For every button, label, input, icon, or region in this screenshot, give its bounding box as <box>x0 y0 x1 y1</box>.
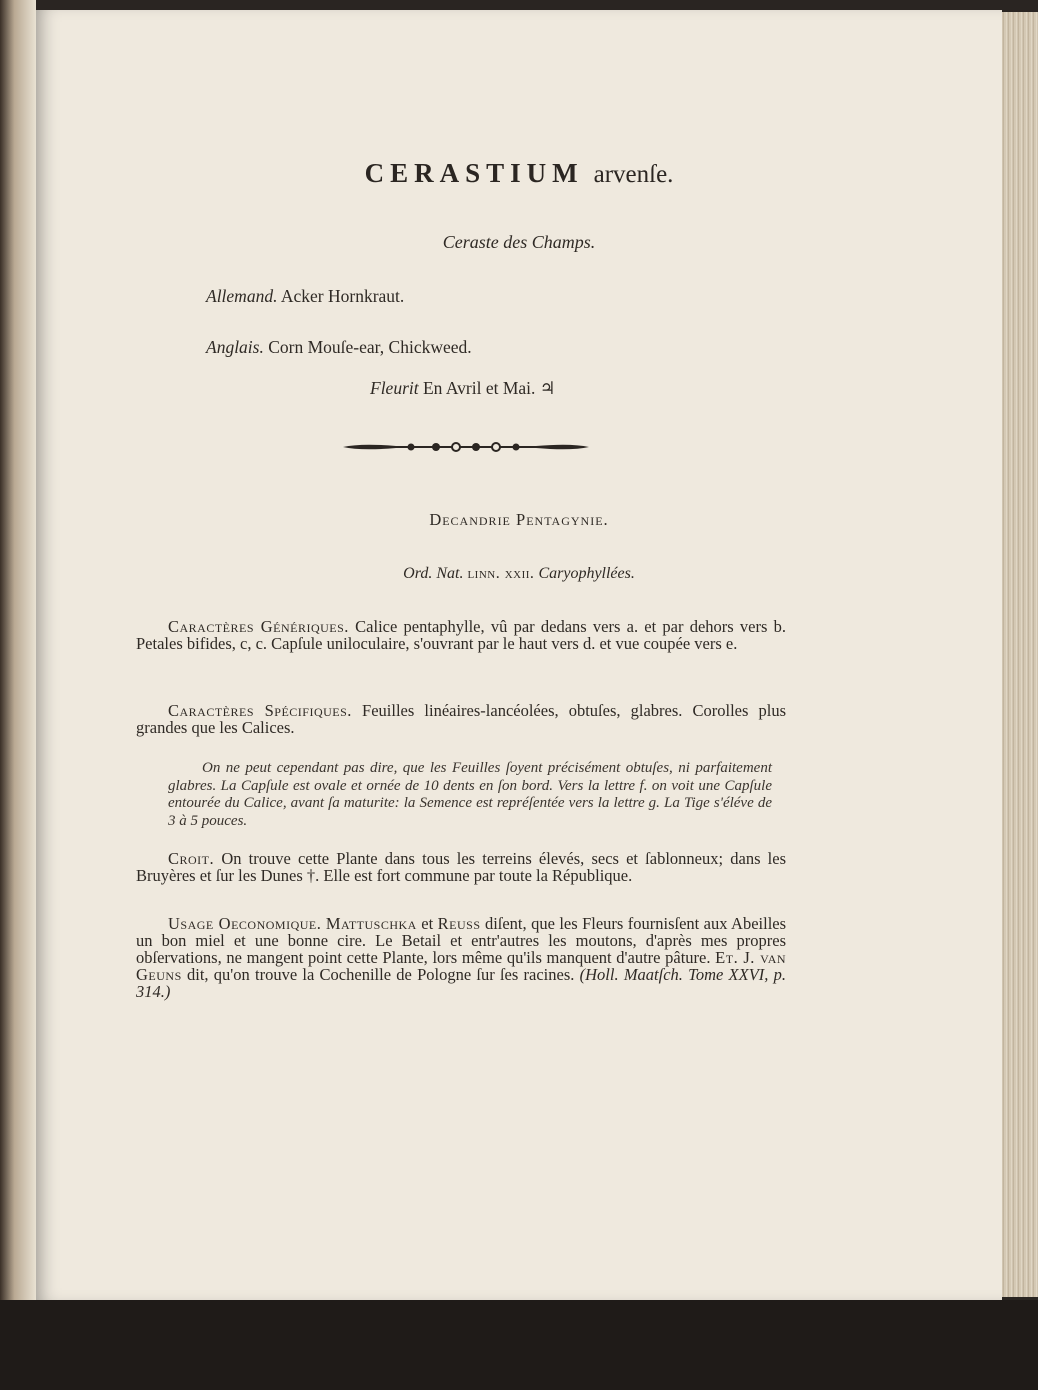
generic-label: Caractères Génériques. <box>168 617 349 636</box>
left-page-edge <box>0 0 36 1300</box>
english-name <box>206 337 472 358</box>
german-value: Acker Hornkraut. <box>280 286 405 306</box>
croit-label: Croit. <box>168 849 215 868</box>
english-value: Corn Mouſe-ear, Chickweed. <box>268 337 472 357</box>
croit-text: On trouve cette Plante dans tous les terreins élevés, secs et ſablonneux; dans les Bruyères et ſur les Dunes †. Elle est fort commune par toute la République. <box>136 849 786 885</box>
generic-text: Calice pentaphylle, vû par dedans vers a. et par dehors vers b. Petales bifides, c, c. Capſule uniloculaire, s'ouvrant par le haut vers d. et vue coupée vers e. <box>136 617 787 653</box>
economic-use-paragraph <box>136 915 786 1000</box>
species-title <box>36 158 1002 189</box>
flowering-text: En Avril et Mai. <box>422 378 536 398</box>
natural-order <box>36 565 1002 583</box>
generic-characters <box>136 618 786 652</box>
genus-name: CERASTIUM <box>364 158 584 188</box>
usage-et: et <box>421 914 434 933</box>
usage-author-2: Reuss <box>437 914 481 933</box>
order-linn: linn. xxii. <box>467 565 535 582</box>
usage-author-1: Mattuschka <box>325 914 417 933</box>
citation-author: Et. J. van Geuns <box>136 948 787 984</box>
book-page <box>36 10 1002 1300</box>
page-fore-edge <box>1000 12 1038 1297</box>
specific-note: On ne peut cependant pas dire, que les Feuilles ſoyent précisément obtuſes, ni parfaitement glabres. La Capſule est ovale et ornée de 10 dents en ſon bord. Vers la lettre f. on voit une Capſule entourée du Calice, avant ſa maturite: la Semence est repréſentée vers la lettre g. La Tige s'éléve de 3 à 5 pouces. <box>168 760 772 829</box>
species-epithet: arvenſe. <box>593 161 674 188</box>
german-name <box>206 286 404 307</box>
flowering-line <box>370 378 556 399</box>
specific-characters <box>136 702 786 736</box>
specific-text: Feuilles linéaires-lancéolées, obtuſes, glabres. Corolles plus grandes que les Calices. <box>136 701 787 737</box>
order-family: Caryophyllées. <box>538 565 635 582</box>
specific-label: Caractères Spécifiques. <box>168 701 352 720</box>
usage-label: Usage Oeconomique. <box>168 914 322 933</box>
ornament-divider <box>341 438 591 456</box>
journal-reference: (Holl. Maatſch. Tome XXVI, p. 314.) <box>136 965 787 1001</box>
usage-text: diſent, que les Fleurs fournisſent aux Abeilles un bon miel et une bonne cire. Le Betail et entr'autres les moutons, d'après mes propres obſervations, ne mangent point cette Plante, lors même qu'ils manquent d'autre pâture. <box>136 914 787 967</box>
linnaean-class: Decandrie Pentagynie. <box>429 510 609 529</box>
flowering-label: Fleurit <box>370 378 419 398</box>
english-label: Anglais. <box>206 337 264 357</box>
background-shadow <box>0 1300 1038 1390</box>
citation-text: dit, qu'on trouve la Cochenille de Pologne ſur ſes racines. <box>187 965 575 984</box>
order-label: Ord. Nat. <box>403 565 464 582</box>
german-label: Allemand. <box>206 286 278 306</box>
perennial-symbol: ♃ <box>539 378 556 398</box>
common-name: Ceraste des Champs. <box>442 232 596 252</box>
habitat-paragraph <box>136 850 786 884</box>
